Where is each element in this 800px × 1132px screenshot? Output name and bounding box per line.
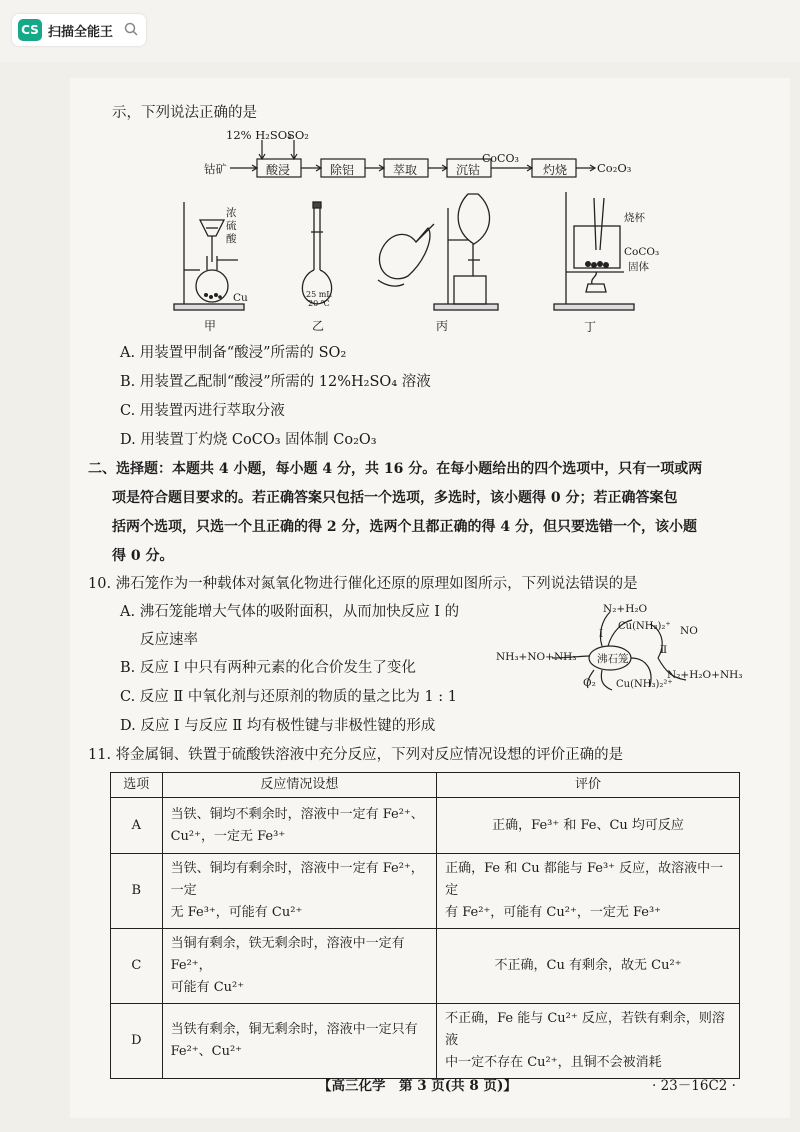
cycle-center: 沸石笼: [597, 653, 629, 665]
table-row[interactable]: [111, 1004, 740, 1079]
table-cell-option: B: [111, 854, 163, 929]
cycle-r2: Ⅱ: [660, 644, 668, 656]
flow-step: 除铝: [330, 163, 355, 177]
cs-logo-icon: CS: [18, 19, 42, 41]
yi-label: 乙: [312, 319, 325, 333]
table-cell-option: D: [111, 1004, 163, 1079]
search-icon[interactable]: [124, 22, 138, 36]
flow-step: 灼烧: [543, 163, 568, 177]
ding-solid: CoCO₃: [624, 246, 660, 258]
q10-option-c[interactable]: C. 反应 Ⅱ 中氧化剂与还原剂的物质的量之比为 1 : 1: [120, 689, 458, 705]
table-header-row: [111, 773, 740, 798]
q9-option-b[interactable]: B. 用装置乙配制“酸浸”所需的 12%H₂SO₄ 溶液: [120, 374, 431, 390]
q11-stem: 11. 将金属铜、铁置于硫酸铁溶液中充分反应，下列对反应情况设想的评价正确的是: [88, 747, 624, 763]
table-cell-eval: 不正确，Fe 能与 Cu²⁺ 反应，若铁有剩余，则溶液 中一定不存在 Cu²⁺，且铜不会被消耗: [437, 1004, 740, 1079]
cycle-lower-species: Cu(NH₃)₂²⁺: [616, 679, 673, 690]
section2-line: 项是符合题目要求的。若正确答案只包括一个选项，多选时，该小题得 0 分；若正确答案包: [112, 490, 678, 506]
table-row[interactable]: [111, 798, 740, 854]
table-cell-option: A: [111, 798, 163, 854]
table-cell-idea: 当铁、铜均不剩余时，溶液中一定有 Fe²⁺、 Cu²⁺，一定无 Fe³⁺: [162, 798, 437, 854]
table-cell-idea: 当铜有剩余，铁无剩余时，溶液中一定有 Fe²⁺， 可能有 Cu²⁺: [162, 929, 437, 1004]
q9-option-c[interactable]: C. 用装置丙进行萃取分液: [120, 403, 285, 419]
q10-option-a[interactable]: A. 沸石笼能增大气体的吸附面积，从而加快反应 Ⅰ 的: [120, 604, 460, 620]
q10-stem: 10. 沸石笼作为一种载体对氮氧化物进行催化还原的原理如图所示，下列说法错误的是: [88, 576, 638, 592]
table-cell-eval: 不正确，Cu 有剩余，故无 Cu²⁺: [437, 929, 740, 1004]
q9-option-a[interactable]: A. 用装置甲制备“酸浸”所需的 SO₂: [120, 345, 347, 361]
flow-end: Co₂O₃: [597, 161, 632, 175]
ding-cup: 烧杯: [624, 212, 645, 224]
table-cell-eval: 正确，Fe 和 Cu 都能与 Fe³⁺ 反应，故溶液中一定 有 Fe²⁺，可能有 Cu²⁺，一定无 Fe³⁺: [437, 854, 740, 929]
reagent-h2so4: 12% H₂SO₄: [226, 128, 292, 142]
table-row[interactable]: [111, 929, 740, 1004]
paper-code: · 23－16C2 ·: [652, 1078, 736, 1094]
jia-metal: Cu: [233, 292, 248, 304]
section2-line: 括两个选项，只选一个且正确的得 2 分，选两个且都正确的得 4 分，但只要选错一个，该小题: [112, 519, 697, 535]
cycle-no: NO: [680, 625, 698, 637]
flow-step: 沉钴: [456, 163, 481, 177]
catalytic-cycle-diagram: [490, 600, 740, 700]
q9-intro: 示，下列说法正确的是: [112, 105, 257, 121]
ding-label: 丁: [584, 320, 597, 334]
scanner-app-badge[interactable]: [12, 14, 146, 46]
cycle-top: N₂+H₂O: [603, 603, 648, 615]
section2-line: 得 0 分。: [112, 548, 174, 564]
table-header: 评价: [437, 773, 740, 798]
cycle-upper-species: Cu(NH₃)₂⁺: [618, 621, 671, 632]
table-cell-idea: 当铁有剩余，铜无剩余时，溶液中一定只有 Fe²⁺、Cu²⁺: [162, 1004, 437, 1079]
section2-line: 二、选择题：本题共 4 小题，每小题 4 分，共 16 分。在每小题给出的四个选项中，只有一项或两: [88, 461, 703, 477]
page-footer: 【高三化学 第 3 页(共 8 页)】: [318, 1078, 517, 1094]
table-cell-eval: 正确，Fe³⁺ 和 Fe、Cu 均可反应: [437, 798, 740, 854]
flow-step: 萃取: [393, 163, 418, 177]
cycle-right: N₂+H₂O+NH₃: [667, 669, 743, 681]
flow-arrow-label: CoCO₃: [482, 152, 519, 165]
app-name: 扫描全能王: [48, 25, 114, 40]
q10-option-b[interactable]: B. 反应 Ⅰ 中只有两种元素的化合价发生了变化: [120, 660, 416, 676]
q10-option-d[interactable]: D. 反应 Ⅰ 与反应 Ⅱ 均有极性键与非极性键的形成: [120, 718, 436, 734]
table-cell-idea: 当铁、铜均有剩余时，溶液中一定有 Fe²⁺，一定 无 Fe³⁺，可能有 Cu²⁺: [162, 854, 437, 929]
cycle-o2: O₂: [583, 677, 596, 689]
q10-option-a-cont: 反应速率: [140, 632, 198, 648]
cycle-left: NH₃+NO+NH₃: [496, 651, 577, 663]
q11-table: [110, 772, 740, 1079]
table-row[interactable]: [111, 854, 740, 929]
apparatus-bing: [372, 188, 504, 316]
table-header: 选项: [111, 773, 163, 798]
jia-acid: 硫: [226, 220, 237, 232]
reagent-so2: SO₂: [287, 128, 309, 142]
yi-spec: 20 ℃: [308, 299, 330, 308]
cycle-r1: Ⅰ: [599, 628, 604, 640]
ding-solid: 固体: [628, 261, 649, 273]
jia-label: 甲: [204, 319, 217, 333]
q9-option-d[interactable]: D. 用装置丁灼烧 CoCO₃ 固体制 Co₂O₃: [120, 432, 377, 448]
flow-start: 钴矿: [204, 162, 227, 176]
yi-spec: 25 mL: [306, 290, 332, 299]
bing-label: 丙: [436, 319, 449, 333]
table-cell-option: C: [111, 929, 163, 1004]
jia-acid: 浓: [226, 207, 237, 219]
scanner-app-bar: [0, 0, 800, 62]
table-header: 反应情况设想: [162, 773, 437, 798]
flow-step: 酸浸: [266, 163, 291, 177]
jia-acid: 酸: [226, 233, 237, 245]
